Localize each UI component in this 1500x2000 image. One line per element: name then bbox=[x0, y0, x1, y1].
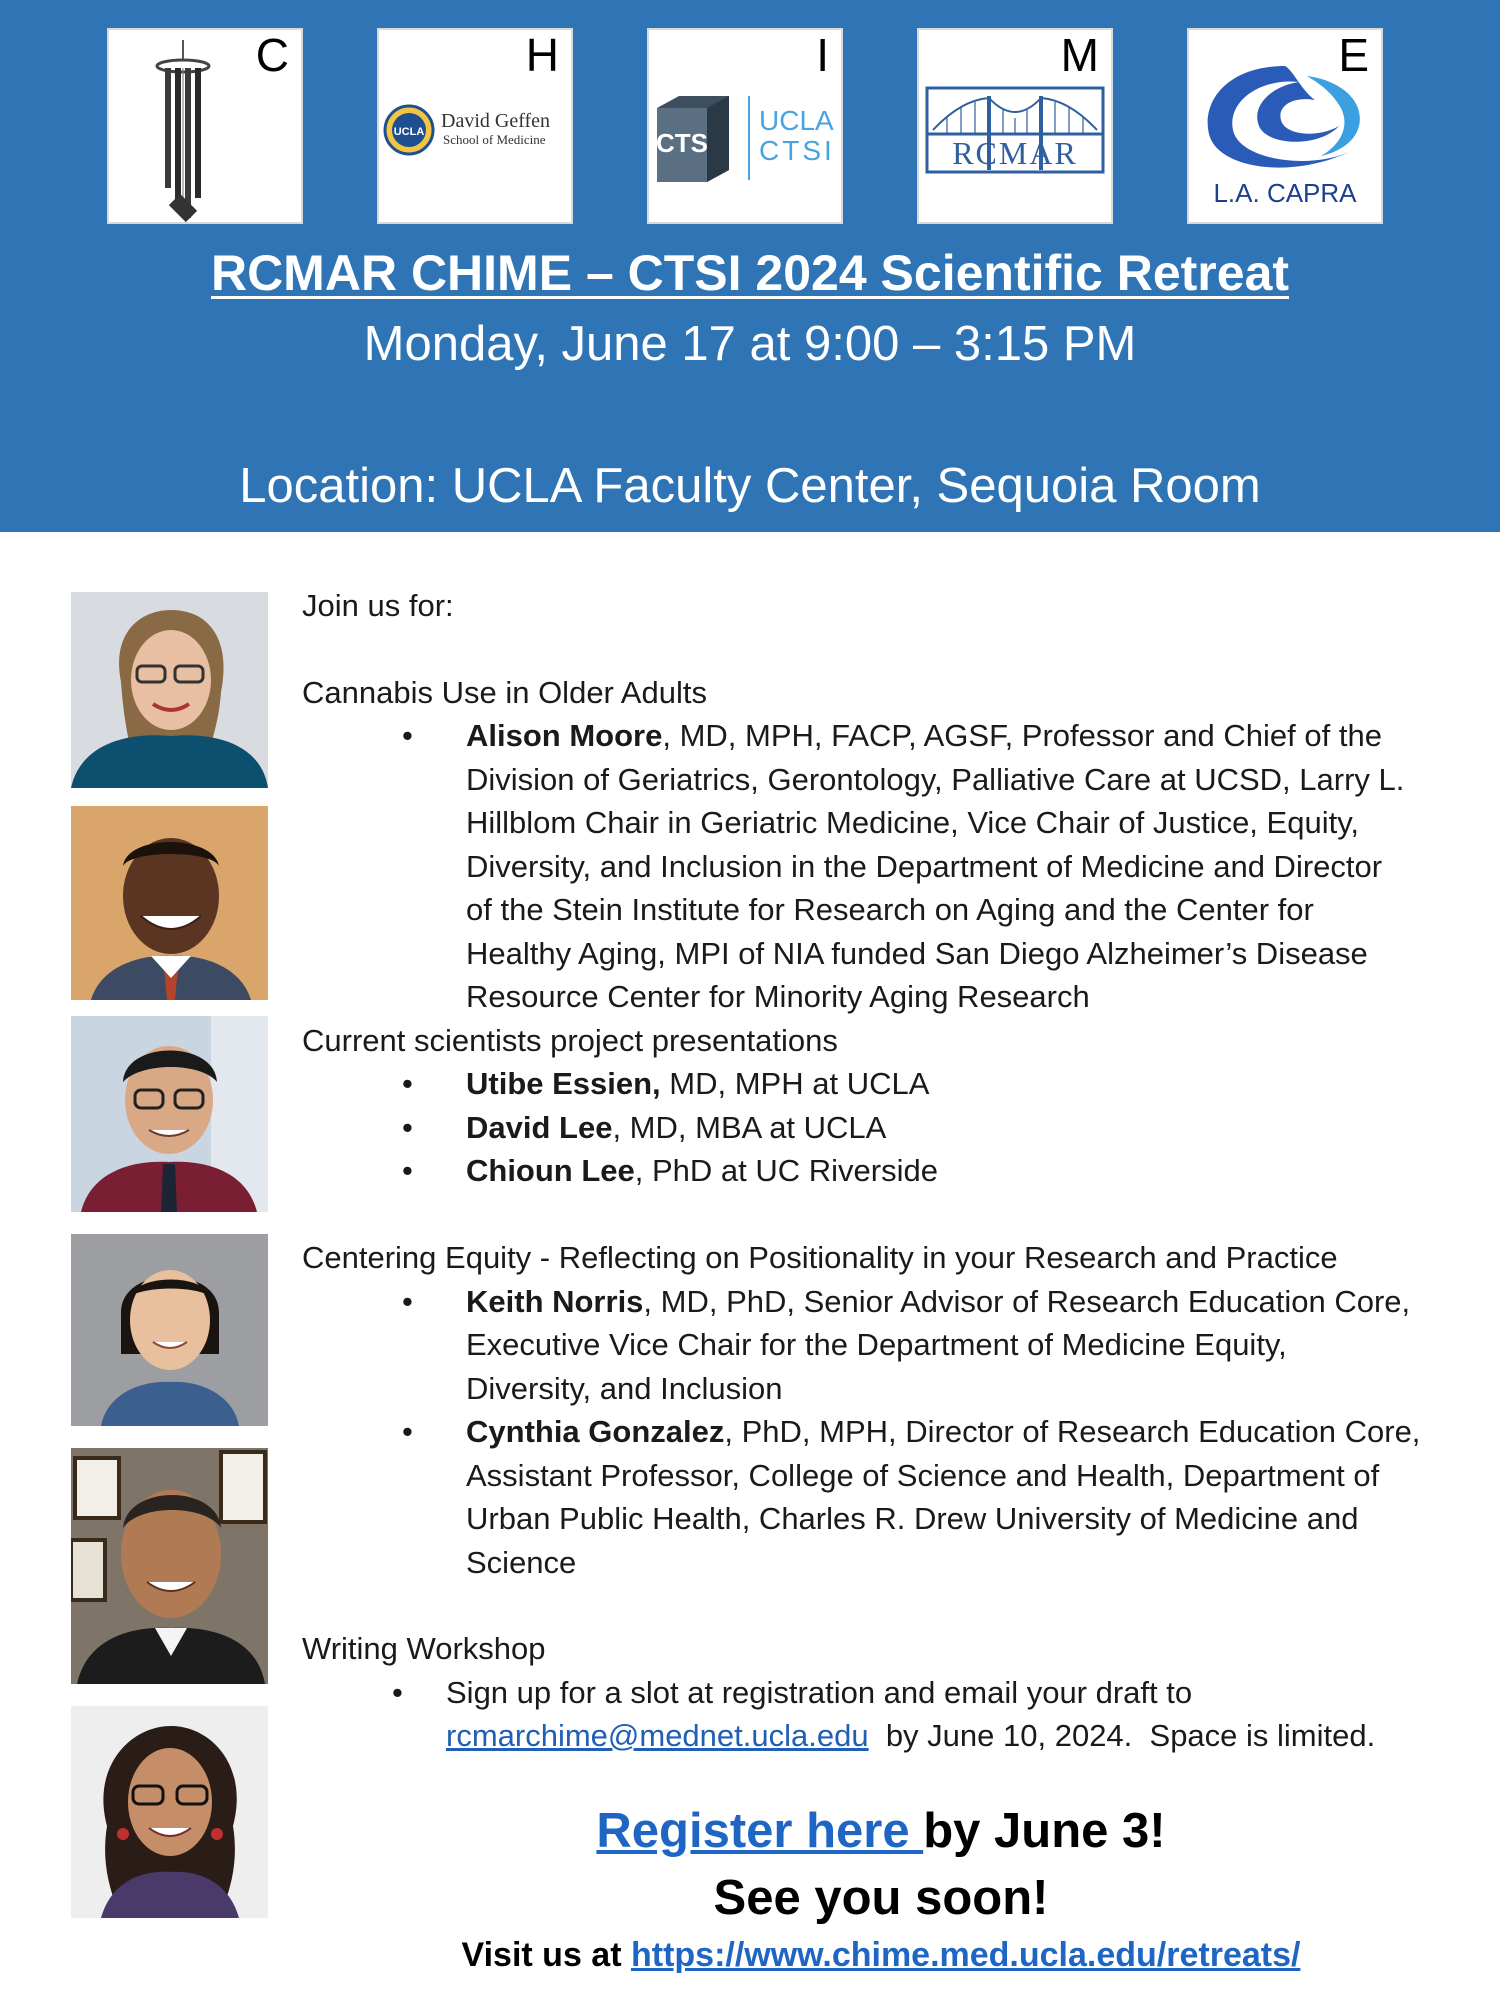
rcmar-text: RCMAR bbox=[952, 135, 1078, 171]
visit-us-line: Visit us at https://www.chime.med.ucla.edu/retreats/ bbox=[461, 1936, 1301, 1974]
speaker-detail-line: Hillblom Chair in Geriatric Medicine, Vice Chair of Justice, Equity, bbox=[466, 805, 1360, 840]
speaker-detail-line: Diversity, and Inclusion in the Department of Medicine and Director bbox=[466, 848, 1383, 884]
speaker-name: Alison Moore bbox=[466, 718, 663, 753]
speaker-detail-line: Resource Center for Minority Aging Research bbox=[466, 979, 1090, 1014]
section-heading-cannabis: Cannabis Use in Older Adults bbox=[302, 675, 707, 710]
ucla-badge-text: UCLA bbox=[393, 126, 425, 138]
speaker-detail-line: Assistant Professor, College of Science and Health, Department of bbox=[466, 1457, 1380, 1493]
bullet: • bbox=[402, 1066, 413, 1101]
ctsi-ucla-text: UCLA bbox=[759, 105, 834, 136]
logo-letter-e: E bbox=[1338, 29, 1369, 81]
speaker-david-lee: David Lee, MD, MBA at UCLA bbox=[466, 1109, 887, 1145]
portrait-david-lee bbox=[71, 1016, 268, 1212]
bullet: • bbox=[402, 1109, 413, 1145]
workshop-deadline: rcmarchime@mednet.ucla.edu by June 10, 2024. Space is limited. bbox=[446, 1718, 1376, 1753]
speaker-detail-line: Diversity, and Inclusion bbox=[466, 1370, 783, 1406]
bullet: • bbox=[402, 1283, 413, 1319]
workshop-instructions: Sign up for a slot at registration and email your draft to bbox=[446, 1674, 1193, 1710]
logo-letter-m: M bbox=[1060, 29, 1099, 81]
ctsi-text: CTSI bbox=[759, 135, 835, 166]
bullet: • bbox=[402, 718, 413, 753]
header-banner bbox=[0, 0, 1500, 532]
bullet: • bbox=[392, 1674, 403, 1710]
portrait-alison-moore bbox=[71, 592, 268, 788]
logo-tile-m bbox=[917, 28, 1113, 224]
logo-tile-c bbox=[107, 28, 303, 224]
portrait-chioun-lee bbox=[71, 1234, 268, 1426]
portrait-keith-norris bbox=[71, 1448, 268, 1684]
logo-tile-e bbox=[1187, 28, 1383, 224]
bullet: • bbox=[402, 1414, 413, 1449]
bullet: • bbox=[402, 1153, 413, 1188]
speaker-alison-moore: Alison Moore, MD, MPH, FACP, AGSF, Professor and Chief of the bbox=[466, 718, 1382, 753]
speaker-utibe-essien: Utibe Essien, MD, MPH at UCLA bbox=[466, 1066, 930, 1101]
logo-letter-h: H bbox=[525, 29, 559, 81]
register-callout: Register here by June 3! bbox=[596, 1804, 1166, 1858]
section-heading-writing-workshop: Writing Workshop bbox=[302, 1631, 546, 1666]
speaker-detail-line: Urban Public Health, Charles R. Drew University of Medicine and bbox=[466, 1501, 1359, 1536]
see-you-soon-text: See you soon! bbox=[713, 1871, 1049, 1925]
geffen-line1: David Geffen bbox=[441, 110, 551, 132]
speaker-detail-line: of the Stein Institute for Research on Aging and the Center for bbox=[466, 892, 1314, 927]
speaker-detail-line: Executive Vice Chair for the Department of Medicine Equity, bbox=[466, 1327, 1287, 1362]
speaker-cynthia-gonzalez: Cynthia Gonzalez, PhD, MPH, Director of Research Education Core, bbox=[466, 1414, 1421, 1449]
register-here-link[interactable]: Register here bbox=[596, 1804, 924, 1858]
intro-text: Join us for: bbox=[302, 588, 454, 623]
logo-tile-i bbox=[647, 28, 843, 224]
portrait-utibe-essien bbox=[71, 806, 268, 1000]
logo-letter-c: C bbox=[255, 29, 289, 81]
event-location: Location: UCLA Faculty Center, Sequoia Room bbox=[239, 459, 1261, 513]
ucla-ctsi-logo-icon bbox=[649, 30, 841, 222]
page-title: RCMAR CHIME – CTSI 2024 Scientific Retreat bbox=[210, 245, 1290, 301]
la-capra-text: L.A. CAPRA bbox=[1213, 178, 1357, 208]
logo-letter-i: I bbox=[816, 29, 829, 81]
speaker-detail-line: Division of Geriatrics, Gerontology, Palliative Care at UCSD, Larry L. bbox=[466, 761, 1405, 797]
workshop-email-link[interactable]: rcmarchime@mednet.ucla.edu bbox=[446, 1718, 869, 1753]
event-date-time: Monday, June 17 at 9:00 – 3:15 PM bbox=[363, 317, 1137, 371]
retreats-url-link[interactable]: https://www.chime.med.ucla.edu/retreats/ bbox=[630, 1936, 1301, 1974]
section-heading-presentations: Current scientists project presentations bbox=[302, 1022, 838, 1058]
section-heading-centering-equity: Centering Equity - Reflecting on Positionality in your Research and Practice bbox=[302, 1240, 1338, 1275]
speaker-chioun-lee: Chioun Lee, PhD at UC Riverside bbox=[466, 1153, 938, 1188]
speaker-detail-line: Healthy Aging, MPI of NIA funded San Diego Alzheimer’s Disease bbox=[466, 935, 1368, 971]
cts-cube-text: CTS bbox=[656, 128, 708, 158]
logo-tile-h bbox=[377, 28, 573, 224]
geffen-line2: School of Medicine bbox=[443, 132, 546, 147]
speaker-detail-line: Science bbox=[466, 1544, 577, 1580]
speaker-keith-norris: Keith Norris, MD, PhD, Senior Advisor of Research Education Core, bbox=[466, 1283, 1411, 1319]
